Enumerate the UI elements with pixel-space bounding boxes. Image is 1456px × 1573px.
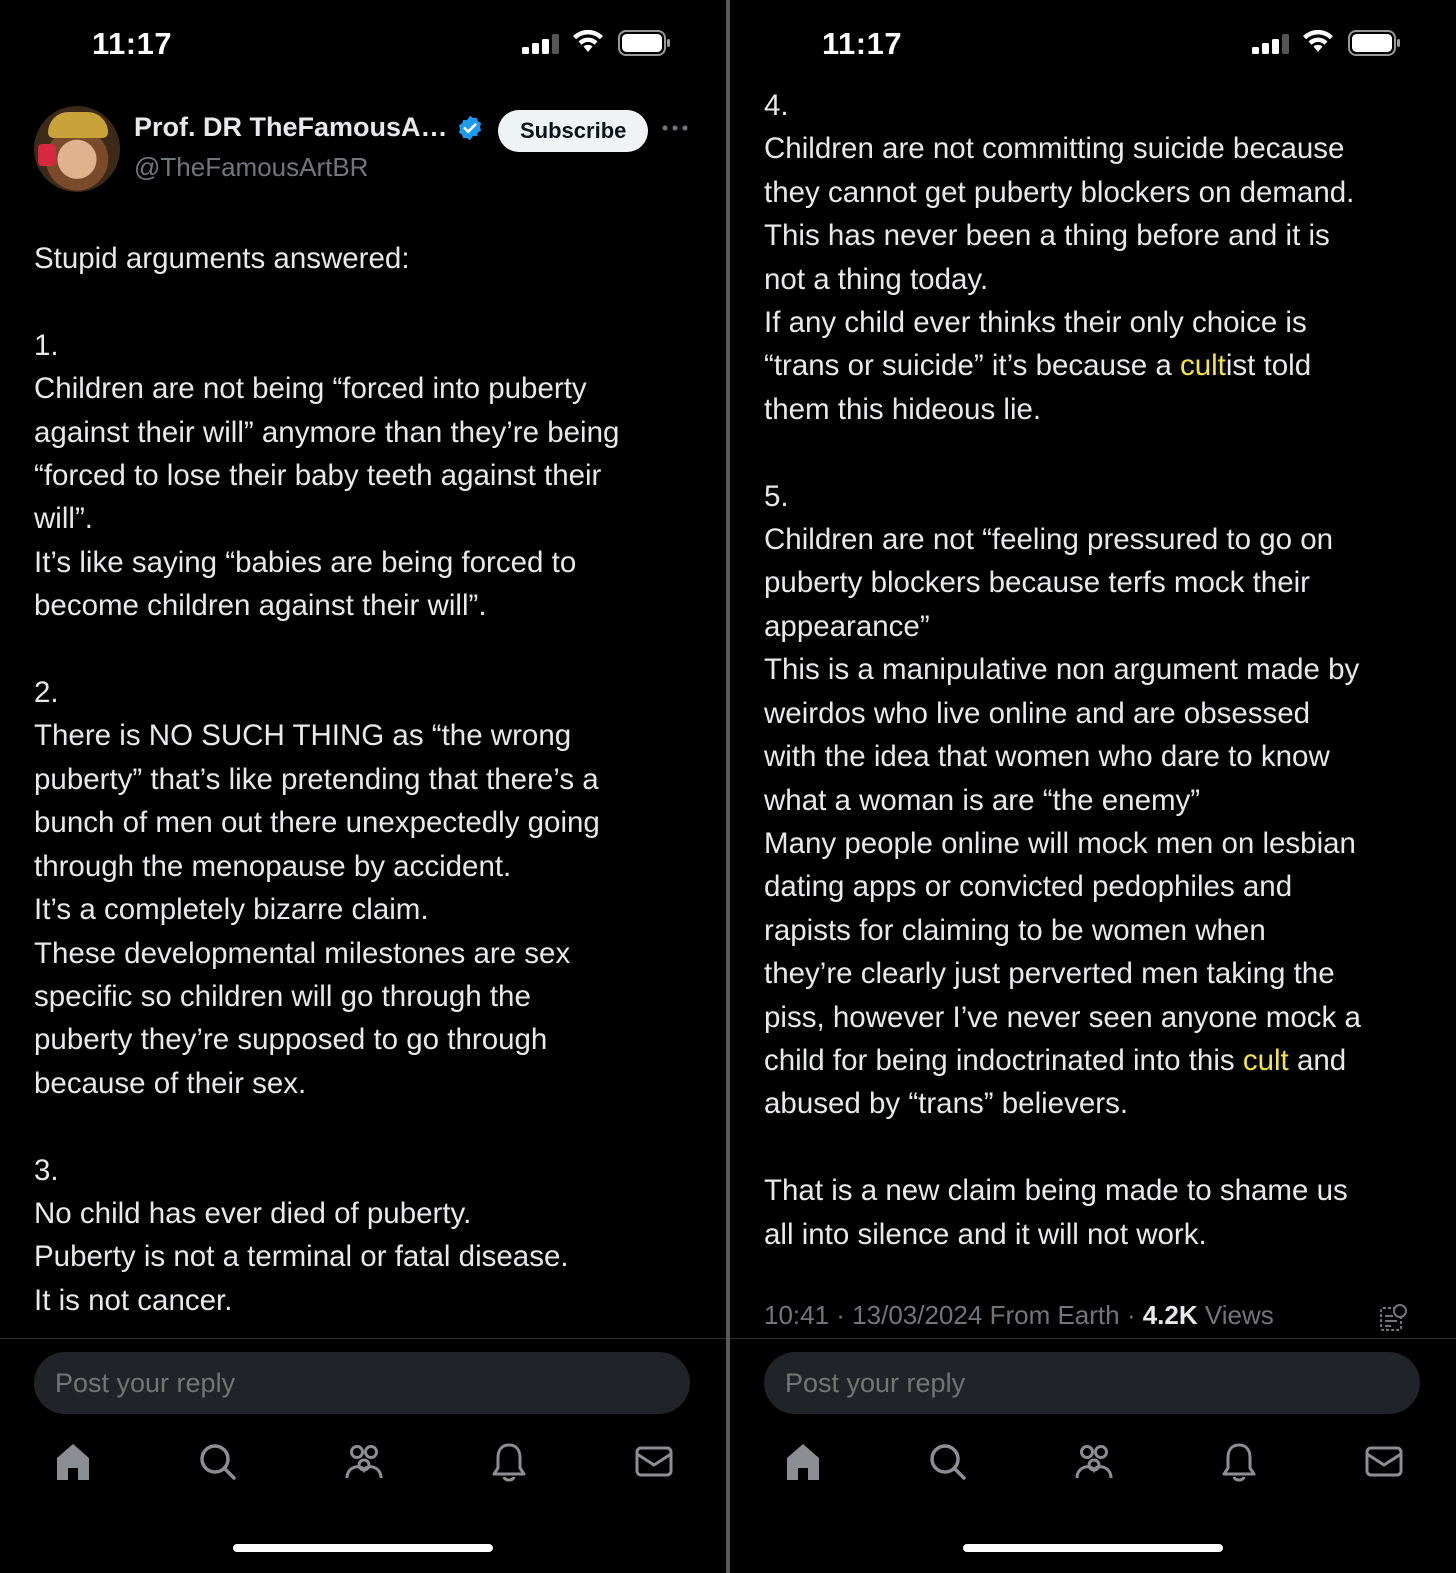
text-line: with the idea that women who dare to know bbox=[764, 740, 1330, 774]
bottom-tab-bar bbox=[0, 1440, 726, 1500]
text-line: puberty blockers because terfs mock their bbox=[764, 566, 1310, 600]
home-indicator[interactable] bbox=[963, 1544, 1223, 1552]
post-meta: 10:41 · 13/03/2024 From Earth · 4.2K Views bbox=[764, 1300, 1274, 1330]
views-count: 4.2K bbox=[1142, 1300, 1198, 1330]
home-icon[interactable] bbox=[783, 1440, 823, 1484]
text-line: because of their sex. bbox=[34, 1066, 307, 1100]
highlighted-word: cult bbox=[1242, 1043, 1289, 1077]
left-screen bbox=[0, 0, 726, 1573]
wifi-icon bbox=[571, 28, 605, 54]
search-icon[interactable] bbox=[198, 1440, 238, 1484]
messages-icon[interactable] bbox=[634, 1440, 674, 1484]
cellular-signal-icon bbox=[522, 34, 562, 54]
text-line: will”. bbox=[34, 502, 93, 536]
post-text-part-2 bbox=[764, 84, 1436, 1256]
text-line-highlight-2: child for being indoctrinated into this cult and bbox=[764, 1043, 1347, 1077]
notifications-icon[interactable] bbox=[489, 1440, 529, 1484]
text-line: rapists for claiming to be women when bbox=[764, 913, 1266, 947]
text-line bbox=[764, 431, 1436, 474]
more-options-icon[interactable] bbox=[660, 114, 690, 142]
highlighted-word: cult bbox=[1179, 349, 1226, 383]
battery-icon bbox=[618, 30, 672, 56]
text-line: There is NO SUCH THING as “the wrong bbox=[34, 719, 572, 753]
views-label: Views bbox=[1204, 1300, 1274, 1330]
home-icon[interactable] bbox=[53, 1440, 93, 1484]
communities-icon[interactable] bbox=[344, 1440, 384, 1484]
status-bar bbox=[0, 0, 726, 80]
text-line: 4. bbox=[764, 89, 789, 122]
text-line: It’s a completely bizarre claim. bbox=[34, 893, 429, 927]
text-line: 2. bbox=[34, 676, 59, 710]
status-bar bbox=[730, 0, 1456, 80]
reply-divider bbox=[730, 1338, 1456, 1339]
bottom-tab-bar bbox=[730, 1440, 1456, 1500]
text-line: 1. bbox=[34, 328, 59, 362]
status-time: 11:17 bbox=[92, 26, 173, 61]
text-line: become children against their will”. bbox=[34, 589, 487, 623]
author-handle[interactable]: @TheFamousArtBR bbox=[134, 152, 369, 182]
text-line: Children are not committing suicide because bbox=[764, 132, 1345, 166]
cellular-signal-icon bbox=[1252, 34, 1292, 54]
reply-input[interactable] bbox=[34, 1352, 690, 1414]
text-line: 3. bbox=[34, 1153, 59, 1187]
verified-badge-icon bbox=[456, 114, 484, 142]
battery-icon bbox=[1348, 30, 1402, 56]
text-line bbox=[764, 1126, 1436, 1169]
post-header bbox=[34, 104, 696, 194]
text-line: all into silence and it will not work. bbox=[764, 1217, 1207, 1251]
text-line: Children are not being “forced into puberty bbox=[34, 372, 587, 406]
text-line: “forced to lose their baby teeth against their bbox=[34, 459, 602, 493]
text-line: what a woman is are “the enemy” bbox=[764, 783, 1201, 817]
text-line: dating apps or convicted pedophiles and bbox=[764, 870, 1293, 904]
text-line: It is not cancer. bbox=[34, 1283, 233, 1317]
right-screen bbox=[730, 0, 1456, 1573]
text-line: them this hideous lie. bbox=[764, 392, 1042, 426]
text-line: These developmental milestones are sex bbox=[34, 936, 571, 970]
wifi-icon bbox=[1301, 28, 1335, 54]
text-line: weirdos who live online and are obsessed bbox=[764, 696, 1311, 730]
text-line: 5. bbox=[764, 479, 789, 513]
post-time: 10:41 bbox=[764, 1300, 830, 1330]
text-line bbox=[34, 628, 706, 671]
notifications-icon[interactable] bbox=[1219, 1440, 1259, 1484]
text-line: Stupid arguments answered: bbox=[34, 242, 410, 275]
search-icon[interactable] bbox=[928, 1440, 968, 1484]
reply-input[interactable] bbox=[764, 1352, 1420, 1414]
text-line: puberty” that’s like pretending that there’s a bbox=[34, 762, 599, 796]
text-line bbox=[34, 1105, 706, 1148]
messages-icon[interactable] bbox=[1364, 1440, 1404, 1484]
text-line-highlight-1: “trans or suicide” it’s because a cultist told bbox=[764, 349, 1312, 383]
communities-icon[interactable] bbox=[1074, 1440, 1114, 1484]
subscribe-button[interactable]: Subscribe bbox=[498, 110, 648, 152]
post-date: 13/03/2024 bbox=[852, 1300, 983, 1330]
home-indicator[interactable] bbox=[233, 1544, 493, 1552]
text-line: specific so children will go through the bbox=[34, 979, 531, 1013]
text-line: appearance” bbox=[764, 609, 930, 643]
text-line: Many people online will mock men on lesbian bbox=[764, 826, 1356, 860]
text-line bbox=[34, 280, 706, 323]
text-line: against their will” anymore than they’re being bbox=[34, 415, 620, 449]
post-analytics-icon[interactable] bbox=[1378, 1302, 1408, 1334]
text-line: That is a new claim being made to shame us bbox=[764, 1174, 1348, 1208]
text-line: This has never been a thing before and it is bbox=[764, 219, 1330, 253]
text-line: No child has ever died of puberty. bbox=[34, 1196, 472, 1230]
text-line: not a thing today. bbox=[764, 262, 989, 296]
text-line: Children are not “feeling pressured to go on bbox=[764, 523, 1334, 557]
text-line: abused by “trans” believers. bbox=[764, 1087, 1129, 1121]
text-line: they’re clearly just perverted men taking the bbox=[764, 957, 1335, 991]
author-name-row bbox=[134, 112, 484, 143]
text-line: Puberty is not a terminal or fatal disease. bbox=[34, 1240, 569, 1274]
text-line: piss, however I’ve never seen anyone mock a bbox=[764, 1000, 1361, 1034]
text-line: If any child ever thinks their only choice is bbox=[764, 306, 1307, 340]
text-line: bunch of men out there unexpectedly going bbox=[34, 806, 600, 840]
text-line: they cannot get puberty blockers on demand. bbox=[764, 175, 1355, 209]
text-line: It’s like saying “babies are being forced to bbox=[34, 545, 577, 579]
author-display-name[interactable]: Prof. DR TheFamousA… bbox=[134, 112, 448, 142]
status-time: 11:17 bbox=[822, 26, 903, 61]
avatar[interactable] bbox=[34, 106, 120, 192]
text-line: through the menopause by accident. bbox=[34, 849, 512, 883]
text-line: puberty they’re supposed to go through bbox=[34, 1023, 548, 1057]
post-source: From Earth bbox=[989, 1300, 1120, 1330]
reply-divider bbox=[0, 1338, 726, 1339]
text-line: This is a manipulative non argument made by bbox=[764, 653, 1360, 687]
post-text-part-1 bbox=[34, 237, 706, 1322]
